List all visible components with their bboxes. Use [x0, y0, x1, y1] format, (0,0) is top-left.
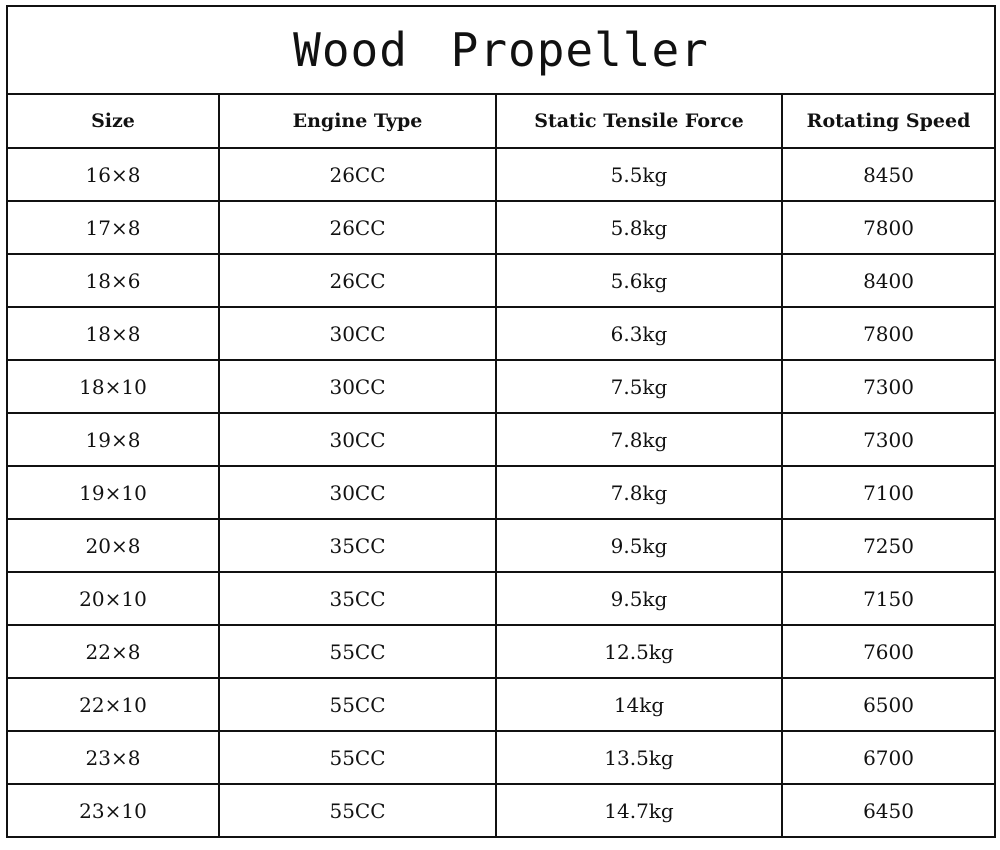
rotating-speed-cell: 6700 [782, 731, 995, 784]
rotating-speed-cell: 7150 [782, 572, 995, 625]
size-cell: 18×8 [7, 307, 219, 360]
engine-type-cell: 55CC [219, 625, 496, 678]
table-row [7, 731, 995, 784]
size-cell: 22×10 [7, 678, 219, 731]
static-tensile-force-cell: 5.5kg [496, 148, 782, 201]
rotating-speed-cell: 8450 [782, 148, 995, 201]
static-tensile-force-cell: 7.5kg [496, 360, 782, 413]
size-cell: 16×8 [7, 148, 219, 201]
rotating-speed-cell: 6450 [782, 784, 995, 837]
size-cell: 23×8 [7, 731, 219, 784]
static-tensile-force-cell: 5.8kg [496, 201, 782, 254]
engine-type-cell: 35CC [219, 572, 496, 625]
static-tensile-force-cell: 6.3kg [496, 307, 782, 360]
size-cell: 17×8 [7, 201, 219, 254]
table-row [7, 784, 995, 837]
engine-type-cell: 26CC [219, 254, 496, 307]
table-row [7, 678, 995, 731]
table-row [7, 148, 995, 201]
table-row [7, 413, 995, 466]
table-body [7, 148, 995, 837]
size-cell: 23×10 [7, 784, 219, 837]
engine-type-cell: 30CC [219, 307, 496, 360]
static-tensile-force-cell: 7.8kg [496, 413, 782, 466]
rotating-speed-cell: 8400 [782, 254, 995, 307]
rotating-speed-cell: 7250 [782, 519, 995, 572]
engine-type-cell: 26CC [219, 201, 496, 254]
rotating-speed-cell: 7800 [782, 201, 995, 254]
rotating-speed-cell: 7600 [782, 625, 995, 678]
static-tensile-force-cell: 7.8kg [496, 466, 782, 519]
size-cell: 19×8 [7, 413, 219, 466]
header-engine-type: Engine Type [219, 94, 496, 148]
table-row [7, 519, 995, 572]
engine-type-cell: 30CC [219, 360, 496, 413]
header-row [7, 94, 995, 148]
title-row [7, 6, 995, 94]
engine-type-cell: 26CC [219, 148, 496, 201]
header-rotating-speed: Rotating Speed [782, 94, 995, 148]
size-cell: 19×10 [7, 466, 219, 519]
header-size: Size [7, 94, 219, 148]
propeller-spec-table [6, 5, 996, 838]
size-cell: 22×8 [7, 625, 219, 678]
engine-type-cell: 55CC [219, 731, 496, 784]
static-tensile-force-cell: 12.5kg [496, 625, 782, 678]
size-cell: 18×10 [7, 360, 219, 413]
engine-type-cell: 30CC [219, 413, 496, 466]
static-tensile-force-cell: 14kg [496, 678, 782, 731]
table-row [7, 572, 995, 625]
size-cell: 18×6 [7, 254, 219, 307]
table-row [7, 466, 995, 519]
table-row [7, 625, 995, 678]
static-tensile-force-cell: 5.6kg [496, 254, 782, 307]
engine-type-cell: 30CC [219, 466, 496, 519]
size-cell: 20×10 [7, 572, 219, 625]
static-tensile-force-cell: 9.5kg [496, 519, 782, 572]
engine-type-cell: 55CC [219, 784, 496, 837]
rotating-speed-cell: 7300 [782, 413, 995, 466]
static-tensile-force-cell: 14.7kg [496, 784, 782, 837]
rotating-speed-cell: 7800 [782, 307, 995, 360]
engine-type-cell: 35CC [219, 519, 496, 572]
static-tensile-force-cell: 9.5kg [496, 572, 782, 625]
table-row [7, 307, 995, 360]
size-cell: 20×8 [7, 519, 219, 572]
engine-type-cell: 55CC [219, 678, 496, 731]
table-title: Wood Propeller [7, 6, 995, 94]
rotating-speed-cell: 7100 [782, 466, 995, 519]
rotating-speed-cell: 6500 [782, 678, 995, 731]
table-row [7, 360, 995, 413]
table-row [7, 201, 995, 254]
table-row [7, 254, 995, 307]
rotating-speed-cell: 7300 [782, 360, 995, 413]
static-tensile-force-cell: 13.5kg [496, 731, 782, 784]
header-static-tensile-force: Static Tensile Force [496, 94, 782, 148]
